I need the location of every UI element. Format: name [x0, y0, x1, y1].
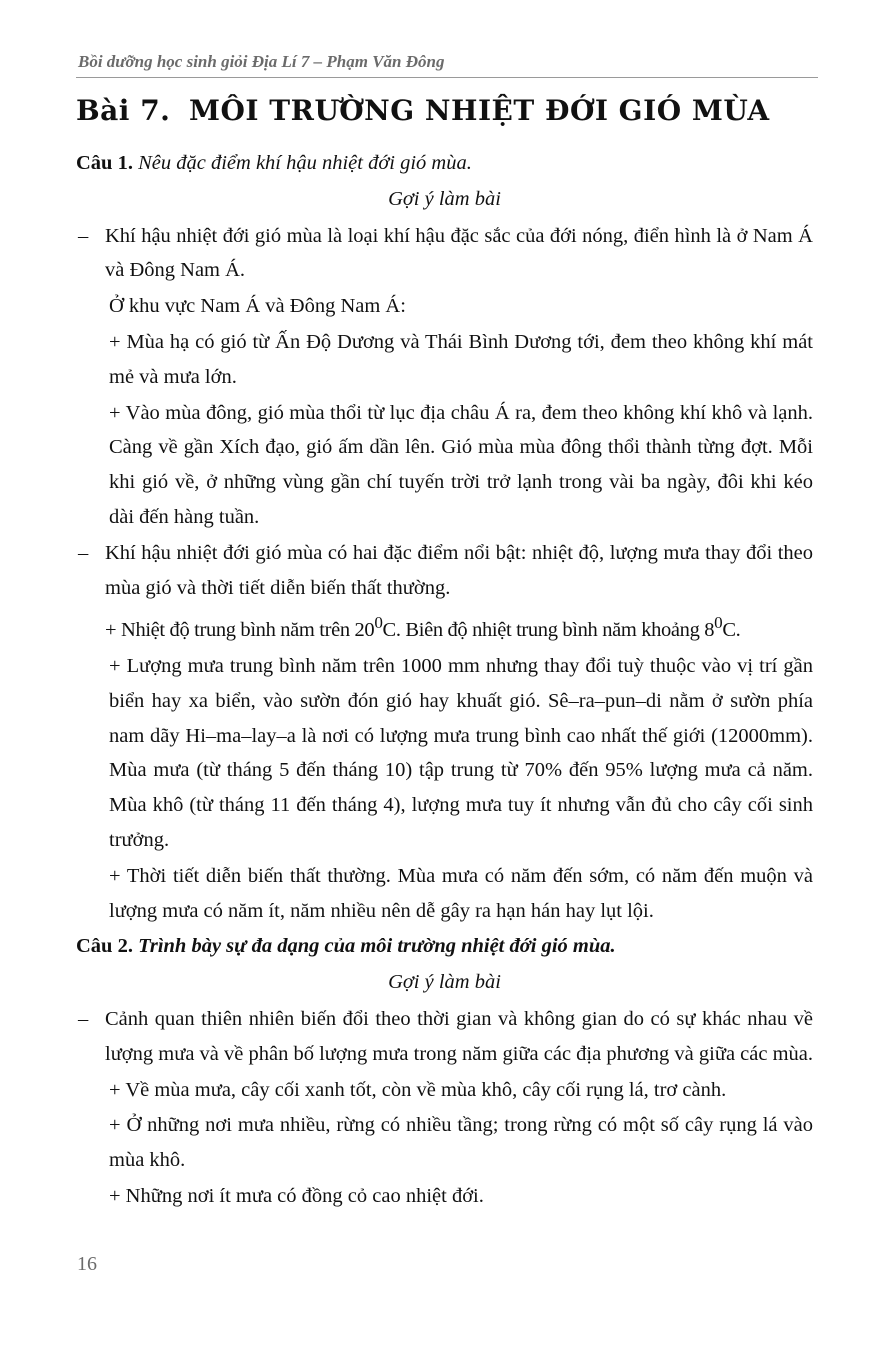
q2-wet-areas: + Ở những nơi mưa nhiều, rừng có nhiều tầng; trong rừng có một số cây rụng lá vào mùa khô. [109, 1114, 813, 1172]
q1-region-line: Ở khu vực Nam Á và Đông Nam Á: [109, 295, 406, 318]
q2-seasons: + Về mùa mưa, cây cối xanh tốt, còn về mùa khô, cây cối rụng lá, trơ cành. [109, 1078, 727, 1101]
q1-temperature-text-c: C. [722, 619, 741, 642]
lesson-number: Bài 7. [76, 94, 171, 127]
q1-weather: + Thời tiết diễn biến thất thường. Mùa mưa có năm đến sớm, có năm đến muộn và lượng mưa có năm ít, năm nhiều nên dễ gây ra hạn hán hay lụt lội. [109, 864, 813, 922]
answer-hint-1: Gợi ý làm bài [388, 187, 501, 210]
page-number: 16 [77, 1253, 97, 1275]
q1-summer-monsoon: + Mùa hạ có gió từ Ấn Độ Dương và Thái Bình Dương tới, đem theo không khí mát mẻ và mưa lớn. [109, 330, 813, 388]
answer-hint-2: Gợi ý làm bài [388, 971, 501, 994]
degree-superscript: 0 [374, 613, 383, 633]
q1-bullet-1 [76, 219, 813, 289]
q1-temperature-text-a: + Nhiệt độ trung bình năm trên 20 [105, 619, 375, 642]
dash-marker: – [78, 541, 89, 564]
document-body [76, 146, 813, 1215]
q1-temperature [76, 606, 813, 648]
q2-dry-areas: + Những nơi ít mưa có đồng cỏ cao nhiệt đới. [109, 1184, 484, 1207]
q1-temperature-text-b: C. Biên độ nhiệt trung bình năm khoảng 8 [382, 619, 715, 642]
dash-marker: – [78, 1007, 89, 1030]
running-header: Bồi dưỡng học sinh giỏi Địa Lí 7 – Phạm Văn Đông [78, 52, 445, 71]
page-title [76, 94, 818, 127]
question-2-text: Trình bày sự đa dạng của môi trường nhiệt đới gió mùa. [138, 935, 616, 958]
q1-bullet-2-text: Khí hậu nhiệt đới gió mùa có hai đặc điểm nổi bật: nhiệt độ, lượng mưa thay đổi theo mùa gió và thời tiết diễn biến thất thường. [105, 541, 813, 599]
question-1-text: Nêu đặc điểm khí hậu nhiệt đới gió mùa. [138, 152, 472, 174]
dash-marker: – [78, 224, 89, 247]
q2-bullet-1 [76, 1002, 813, 1072]
question-1-label: Câu 1. [76, 152, 133, 174]
question-2-label: Câu 2. [76, 935, 133, 958]
header-divider [76, 77, 818, 78]
degree-superscript: 0 [714, 613, 723, 633]
q1-bullet-1-text: Khí hậu nhiệt đới gió mùa là loại khí hậu đặc sắc của đới nóng, điển hình là ở Nam Á và Đông Nam Á. [105, 224, 813, 282]
q2-bullet-1-text: Cảnh quan thiên nhiên biến đổi theo thời gian và không gian do có sự khác nhau về lượng mưa và về phân bố lượng mưa trong năm giữa các địa phương và giữa các mùa. [105, 1007, 814, 1065]
question-1 [76, 146, 813, 181]
lesson-title: MÔI TRƯỜNG NHIỆT ĐỚI GIÓ MÙA [189, 94, 770, 127]
question-2 [76, 929, 813, 964]
q1-bullet-2 [76, 536, 813, 606]
q1-rainfall: + Lượng mưa trung bình năm trên 1000 mm nhưng thay đổi tuỳ thuộc vào vị trí gần biển hay xa biển, vào sườn đón gió hay khuất gió. Sê–ra–pun–di nằm ở sườn phía nam dãy Hi–ma–lay–a là nơi có lượng mưa trung bình cao nhất thế giới (12000mm). Mùa mưa (từ tháng 5 đến tháng 10) tập trung từ 70% đến 95% lượng mưa cả năm. Mùa khô (từ tháng 11 đến tháng 4), lượng mưa tuy ít nhưng vẫn đủ cho cây cối sinh trưởng. [109, 654, 813, 851]
q1-winter-monsoon: + Vào mùa đông, gió mùa thổi từ lục địa châu Á ra, đem theo không khí khô và lạnh. Càng về gần Xích đạo, gió ấm dần lên. Gió mùa mùa đông thổi thành từng đợt. Mỗi khi gió về, ở những vùng gần chí tuyến trời trở lạnh trong vài ba ngày, đôi khi kéo dài đến hàng tuần. [109, 401, 813, 528]
